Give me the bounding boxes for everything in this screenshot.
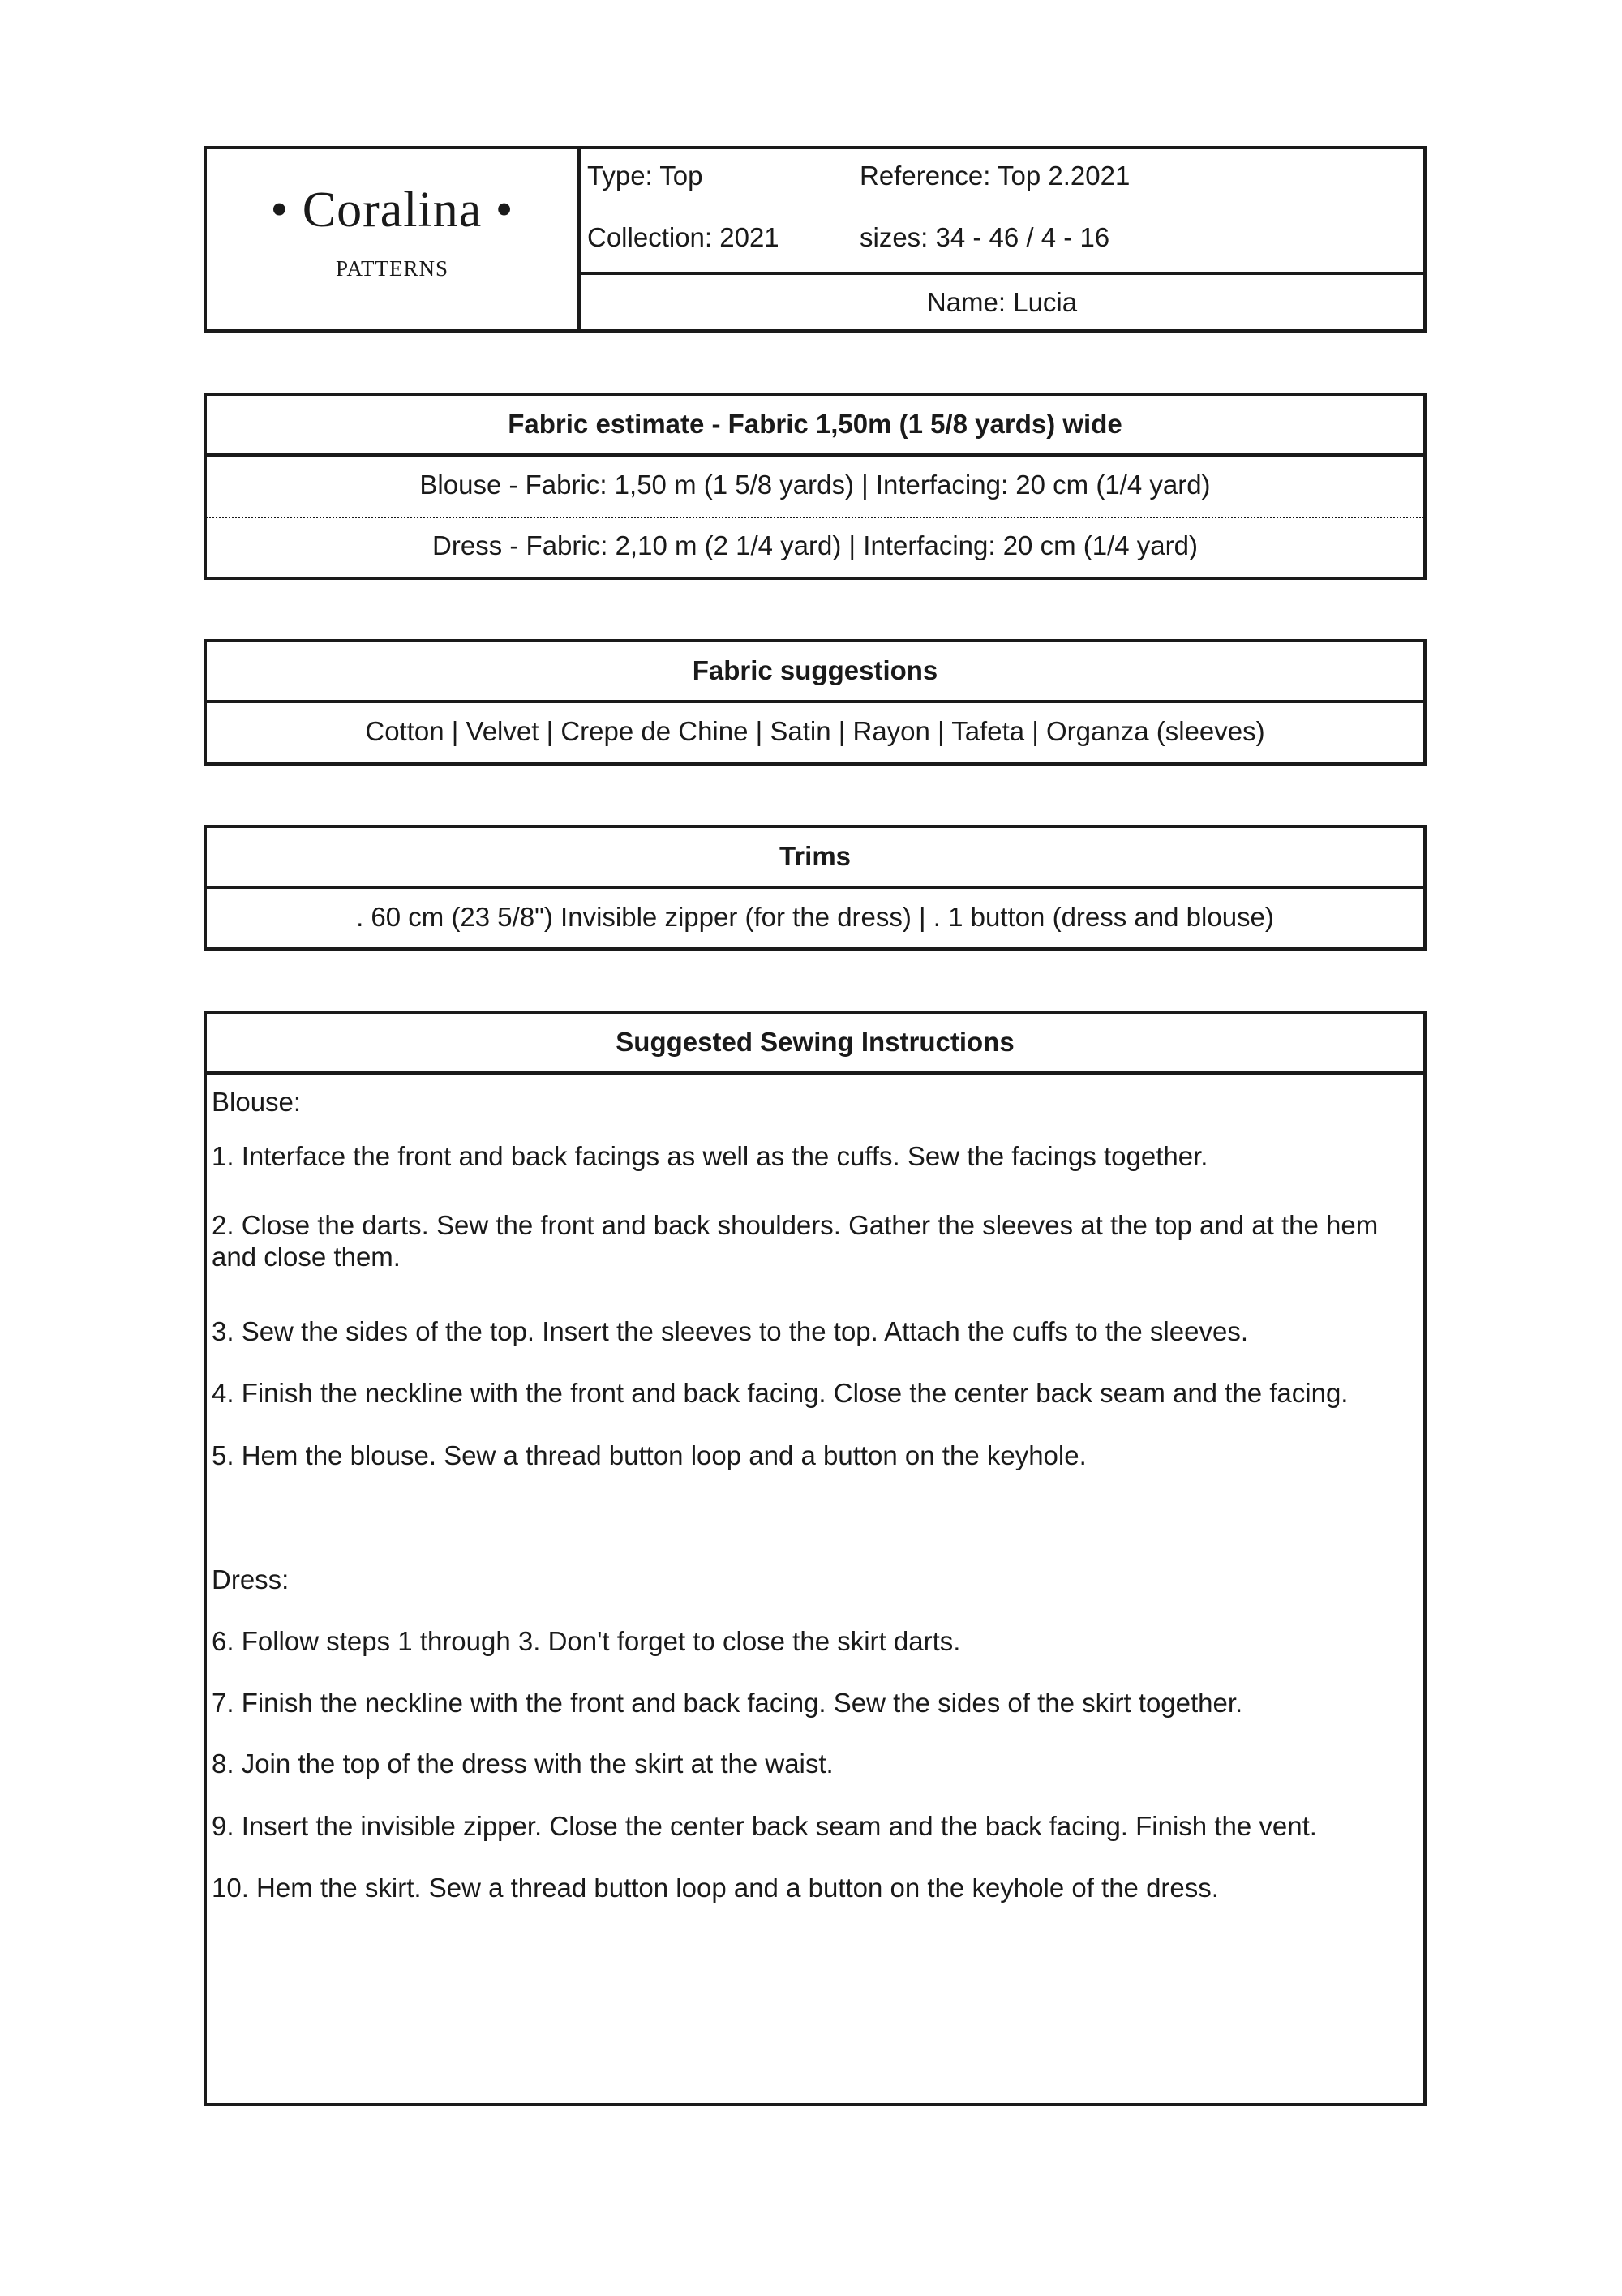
- instruction-step: 6. Follow steps 1 through 3. Don't forget to close the skirt darts.: [212, 1626, 961, 1656]
- fabric-suggestions-table: [204, 639, 1427, 766]
- divider: [207, 1071, 1423, 1075]
- trims-text: . 60 cm (23 5/8") Invisible zipper (for the dress) | . 1 button (dress and blouse): [356, 902, 1274, 932]
- instruction-step: 3. Sew the sides of the top. Insert the sleeves to the top. Attach the cuffs to the sleeves.: [212, 1316, 1248, 1346]
- fabric-suggestions-text: Cotton | Velvet | Crepe de Chine | Satin | Rayon | Tafeta | Organza (sleeves): [365, 716, 1265, 746]
- sewing-instructions-table: [204, 1011, 1427, 2106]
- divider: [207, 886, 1423, 889]
- fabric-estimate-title: Fabric estimate - Fabric 1,50m (1 5/8 yards) wide: [508, 409, 1122, 439]
- pattern-header: [204, 146, 1427, 333]
- blouse-label: Blouse:: [212, 1087, 302, 1117]
- dotted-divider: [207, 517, 1423, 518]
- instruction-step: 1. Interface the front and back facings as well as the cuffs. Sew the facings together.: [212, 1141, 1208, 1171]
- fabric-estimate-table: [204, 393, 1427, 580]
- divider: [207, 700, 1423, 703]
- instruction-step: 8. Join the top of the dress with the skirt at the waist.: [212, 1749, 834, 1779]
- trims-table: [204, 825, 1427, 951]
- instruction-step: 9. Insert the invisible zipper. Close the center back seam and the back facing. Finish the vent.: [212, 1811, 1317, 1841]
- trims-title: Trims: [779, 841, 852, 871]
- instruction-step: 5. Hem the blouse. Sew a thread button loop and a button on the keyhole.: [212, 1440, 1087, 1470]
- pattern-info: [581, 149, 1423, 275]
- instruction-step: 4. Finish the neckline with the front and back facing. Close the center back seam and the facing.: [212, 1378, 1349, 1408]
- divider: [207, 453, 1423, 457]
- fabric-suggestions-title: Fabric suggestions: [692, 655, 938, 685]
- instruction-step: 10. Hem the skirt. Sew a thread button loop and a button on the keyhole of the dress.: [212, 1873, 1219, 1903]
- brand-subtitle: PATTERNS: [335, 256, 449, 281]
- instruction-step: 2. Close the darts. Sew the front and back shoulders. Gather the sleeves at the top and at the hem and close them.: [212, 1210, 1379, 1272]
- sizes-field: sizes: 34 - 46 / 4 - 16: [860, 222, 1110, 252]
- dress-fabric-row: Dress - Fabric: 2,10 m (2 1/4 yard) | Interfacing: 20 cm (1/4 yard): [432, 530, 1198, 560]
- logo-cell: [207, 149, 581, 329]
- blouse-fabric-row: Blouse - Fabric: 1,50 m (1 5/8 yards) | Interfacing: 20 cm (1/4 yard): [419, 470, 1211, 500]
- dress-label: Dress:: [212, 1564, 290, 1594]
- name-field: Name: Lucia: [926, 287, 1078, 317]
- type-field: Type: Top: [587, 161, 703, 191]
- collection-field: Collection: 2021: [587, 222, 779, 252]
- instructions-title: Suggested Sewing Instructions: [616, 1027, 1015, 1057]
- brand-logo: • Coralina •: [270, 182, 514, 238]
- instruction-step: 7. Finish the neckline with the front and back facing. Sew the sides of the skirt together.: [212, 1688, 1243, 1718]
- reference-field: Reference: Top 2.2021: [860, 161, 1131, 191]
